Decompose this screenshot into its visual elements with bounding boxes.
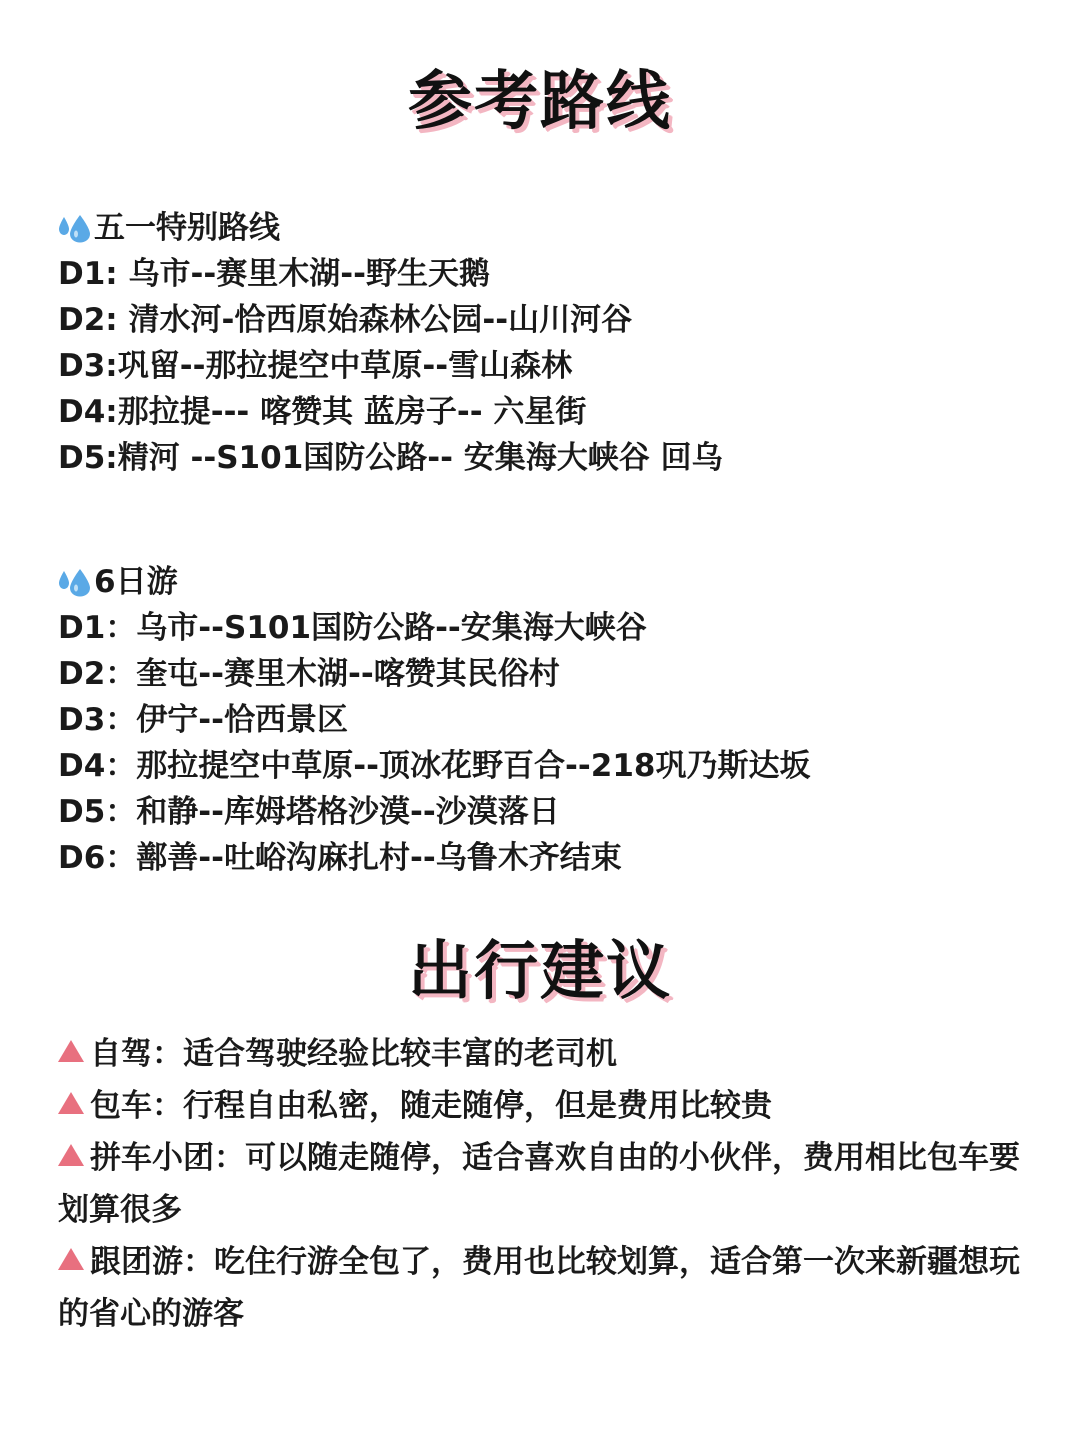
red-triangle-icon	[58, 1248, 84, 1270]
red-triangle-icon	[58, 1144, 84, 1166]
route-section-six-day	[58, 559, 1038, 881]
itinerary-day-line: D3：伊宁--恰西景区	[58, 702, 349, 738]
advice-item	[58, 1080, 1028, 1132]
itinerary-day-line: D2：奎屯--赛里木湖--喀赞其民俗村	[58, 656, 560, 692]
red-triangle-icon	[58, 1092, 84, 1114]
section-title-row	[58, 205, 1038, 251]
itinerary-day-line: D1: 乌市--赛里木湖--野生天鹅	[58, 256, 490, 292]
itinerary-day-line: D1：乌市--S101国防公路--安集海大峡谷	[58, 610, 647, 646]
section-title-row	[58, 559, 1038, 605]
page-title-advice: 出行建议	[408, 935, 672, 1009]
advice-text: 拼车小团：可以随走随停，适合喜欢自由的小伙伴，费用相比包车要划算很多	[58, 1140, 1020, 1228]
sweat-droplets-icon	[58, 567, 92, 597]
advice-text: 包车：行程自由私密，随走随停，但是费用比较贵	[90, 1088, 772, 1124]
itinerary-day-line: D2: 清水河-恰西原始森林公园--山川河谷	[58, 302, 633, 338]
itinerary-day-line: D4：那拉提空中草原--顶冰花野百合--218巩乃斯达坂	[58, 748, 811, 784]
advice-item	[58, 1236, 1028, 1340]
itinerary-day-line: D6：鄯善--吐峪沟麻扎村--乌鲁木齐结束	[58, 840, 622, 876]
page-title-routes: 参考路线	[408, 65, 672, 139]
advice-item	[58, 1028, 1028, 1080]
itinerary-day-line: D3:巩留--那拉提空中草原--雪山森林	[58, 348, 573, 384]
section-title: 五一特别路线	[94, 210, 280, 246]
route-section-may-day	[58, 205, 1038, 481]
advice-list	[58, 1028, 1028, 1340]
advice-text: 自驾：适合驾驶经验比较丰富的老司机	[90, 1036, 617, 1072]
itinerary-day-line: D4:那拉提--- 喀赞其 蓝房子-- 六星街	[58, 394, 587, 430]
red-triangle-icon	[58, 1040, 84, 1062]
itinerary-day-line: D5:精河 --S101国防公路-- 安集海大峡谷 回乌	[58, 440, 723, 476]
advice-item	[58, 1132, 1028, 1236]
advice-text: 跟团游：吃住行游全包了，费用也比较划算，适合第一次来新疆想玩的省心的游客	[58, 1244, 1020, 1332]
sweat-droplets-icon	[58, 213, 92, 243]
section-title: 6日游	[94, 564, 178, 600]
itinerary-day-line: D5：和静--库姆塔格沙漠--沙漠落日	[58, 794, 560, 830]
